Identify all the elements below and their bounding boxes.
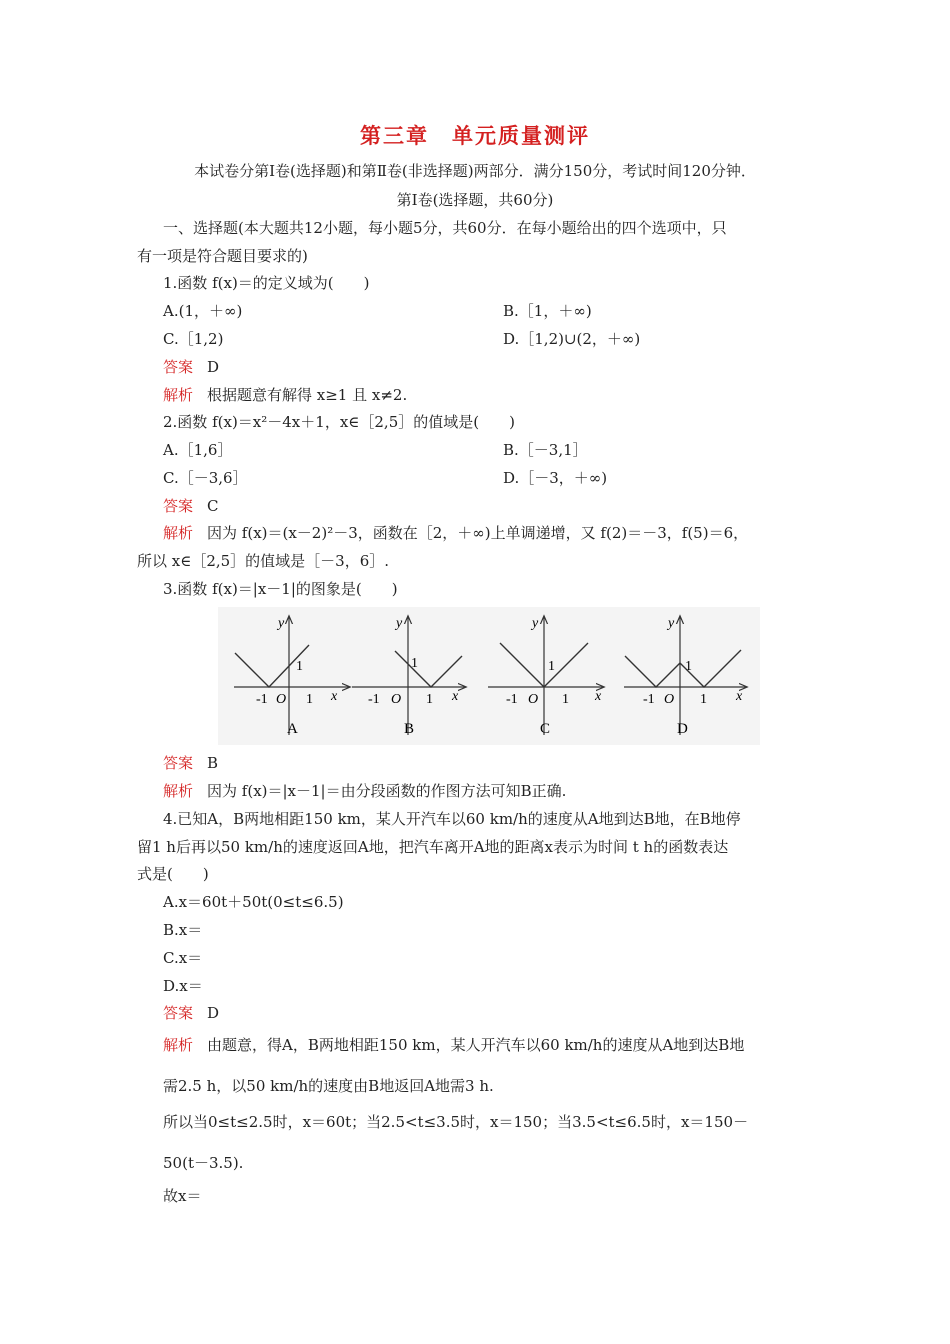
graph-c-origin: O — [528, 692, 539, 707]
graph-d-origin: O — [664, 692, 675, 707]
q3-answer-row — [163, 753, 218, 773]
graph-a-origin: O — [276, 692, 287, 707]
q4-option-c: C.x＝ — [163, 949, 203, 967]
answer-label: 答案 — [163, 754, 194, 772]
analysis-label: 解析 — [163, 782, 194, 800]
q4-analysis-line5: 故x＝ — [163, 1187, 202, 1205]
q1-stem: 1.函数 f(x)＝的定义域为( ) — [163, 274, 370, 292]
graph-d-one-y: 1 — [685, 659, 692, 674]
q1-option-b: B.［1，＋∞) — [503, 302, 592, 320]
q3-graphs-svg — [218, 607, 760, 745]
graph-d-x-label: x — [736, 689, 743, 704]
graph-b-x-label: x — [452, 689, 459, 704]
q4-analysis-line2: 需2.5 h，以50 km/h的速度由B地返回A地需3 h. — [163, 1077, 494, 1095]
graph-c-neg-one: -1 — [506, 692, 518, 707]
graph-d-neg-one: -1 — [643, 692, 655, 707]
graph-b-one-x: 1 — [426, 692, 433, 707]
answer-label: 答案 — [163, 358, 194, 376]
graph-c-x-label: x — [595, 689, 602, 704]
q2-option-a: A.［1,6］ — [163, 441, 233, 459]
q2-option-b: B.［－3,1］ — [503, 441, 588, 459]
q2-option-c: C.［－3,6］ — [163, 469, 248, 487]
q1-answer: D — [207, 358, 220, 376]
q3-graph-options-figure — [218, 607, 760, 745]
q1-analysis: 根据题意有解得 x≥1 且 x≠2. — [207, 386, 408, 404]
q1-option-a: A.(1，＋∞) — [163, 302, 243, 320]
part1-title: 第Ⅰ卷(选择题，共60分) — [396, 191, 554, 209]
q3-analysis-row — [163, 781, 566, 801]
q4-stem-line3: 式是( ) — [137, 865, 209, 883]
analysis-label: 解析 — [163, 386, 194, 404]
graph-d-caption: D — [677, 721, 688, 737]
section-instructions-line1: 一、选择题(本大题共12小题，每小题5分，共60分．在每小题给出的四个选项中，只 — [163, 219, 727, 237]
q4-analysis-line1: 由题意，得A，B两地相距150 km，某人开汽车以60 km/h的速度从A地到达B地 — [207, 1036, 745, 1054]
q3-stem: 3.函数 f(x)＝|x－1|的图象是( ) — [163, 580, 398, 598]
graph-c-y-label: y — [532, 616, 539, 631]
q4-option-d: D.x＝ — [163, 977, 203, 995]
q4-analysis-line4: 50(t－3.5). — [163, 1154, 244, 1172]
section-instructions-line2: 有一项是符合题目要求的) — [137, 247, 308, 265]
q3-analysis: 因为 f(x)＝|x－1|＝由分段函数的作图方法可知B正确. — [207, 782, 567, 800]
analysis-label: 解析 — [163, 524, 194, 542]
graph-a-x-label: x — [331, 689, 338, 704]
graph-b-origin: O — [391, 692, 402, 707]
graph-b-caption: B — [404, 721, 415, 737]
graph-a-y-label: y — [278, 616, 285, 631]
graph-a-one-x: 1 — [306, 692, 313, 707]
q2-stem: 2.函数 f(x)＝x²－4x＋1，x∈［2,5］的值域是( ) — [163, 413, 515, 431]
graph-d-one-x: 1 — [700, 692, 707, 707]
exam-intro: 本试卷分第Ⅰ卷(选择题)和第Ⅱ卷(非选择题)两部分．满分150分，考试时间120分钟． — [194, 162, 756, 180]
q2-answer: C — [207, 497, 219, 515]
q4-option-a: A.x＝60t＋50t(0≤t≤6.5) — [163, 893, 344, 911]
q4-stem-line1: 4.已知A，B两地相距150 km，某人开汽车以60 km/h的速度从A地到达B地，在B地停 — [163, 810, 741, 828]
graph-c-one-y: 1 — [548, 659, 555, 674]
q2-option-d: D.［－3，＋∞) — [503, 469, 608, 487]
graph-c-caption: C — [540, 721, 551, 737]
graph-b-one-y: 1 — [411, 656, 418, 671]
q2-answer-row — [163, 496, 219, 516]
answer-label: 答案 — [163, 1004, 194, 1022]
analysis-label: 解析 — [163, 1036, 194, 1054]
answer-label: 答案 — [163, 497, 194, 515]
q1-analysis-row — [163, 385, 407, 405]
graph-a-caption: A — [287, 721, 298, 737]
q4-stem-line2: 留1 h后再以50 km/h的速度返回A地，把汽车离开A地的距离x表示为时间 t h的函数表达 — [137, 838, 729, 856]
page-title: 第三章 单元质量测评 — [360, 124, 590, 148]
q2-analysis-line1: 因为 f(x)＝(x－2)²－3，函数在［2，＋∞)上单调递增，又 f(2)＝－3，f(5)＝6， — [207, 524, 749, 542]
graph-a-one-y: 1 — [296, 659, 303, 674]
graph-b-neg-one: -1 — [368, 692, 380, 707]
graph-a-neg-one: -1 — [256, 692, 268, 707]
q2-analysis-line2: 所以 x∈［2,5］的值域是［－3，6］. — [137, 552, 390, 570]
q1-option-d: D.［1,2)∪(2，＋∞) — [503, 330, 641, 348]
q4-answer: D — [207, 1004, 220, 1022]
q2-analysis-row — [163, 523, 748, 543]
graph-c-one-x: 1 — [562, 692, 569, 707]
q4-analysis-row — [163, 1035, 744, 1055]
q4-analysis-line3: 所以当0≤t≤2.5时，x＝60t；当2.5<t≤3.5时，x＝150；当3.5<t≤6.5时，x＝150－ — [163, 1113, 749, 1131]
q1-answer-row — [163, 357, 219, 377]
graph-b-y-label: y — [396, 616, 403, 631]
q3-answer: B — [207, 754, 219, 772]
q4-answer-row — [163, 1003, 219, 1023]
graph-d-y-label: y — [668, 616, 675, 631]
q4-option-b: B.x＝ — [163, 921, 203, 939]
q1-option-c: C.［1,2) — [163, 330, 224, 348]
